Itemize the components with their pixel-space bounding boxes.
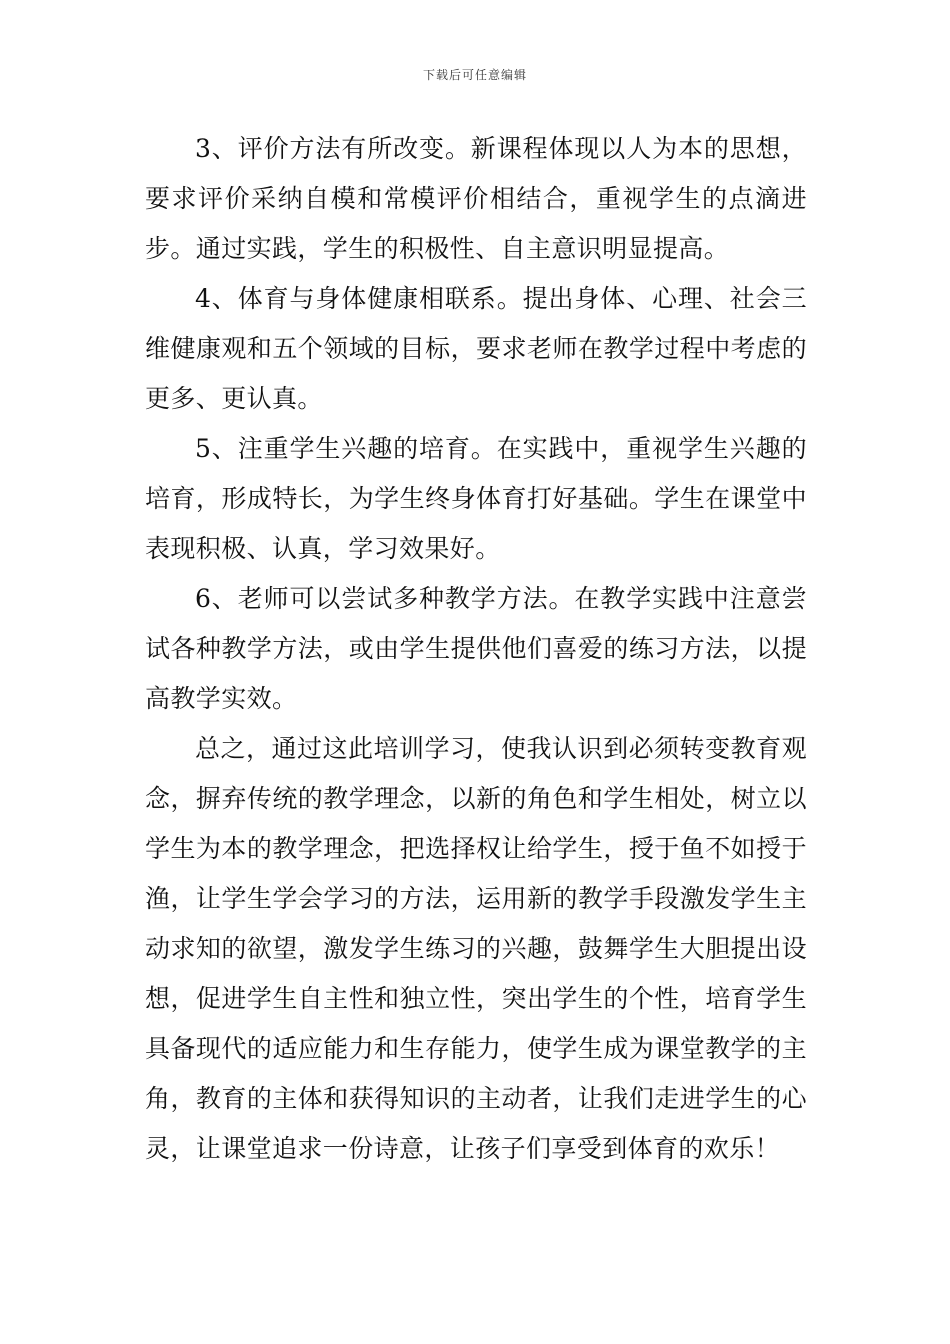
paragraph-interest-cultivation: 5、注重学生兴趣的培育。在实践中，重视学生兴趣的培育，形成特长，为学生终身体育打好基础。学生在课堂中表现积极、认真，学习效果好。 (145, 434, 807, 563)
paragraph-evaluation-method: 3、评价方法有所改变。新课程体现以人为本的思想，要求评价采纳自模和常模评价相结合，重视学生的点滴进步。通过实践，学生的积极性、自主意识明显提高。 (145, 134, 807, 263)
document-body (145, 124, 807, 1174)
paragraph-health-connection: 4、体育与身体健康相联系。提出身体、心理、社会三维健康观和五个领域的目标，要求老师在教学过程中考虑的更多、更认真。 (145, 284, 807, 413)
paragraph-conclusion: 总之，通过这此培训学习，使我认识到必须转变教育观念，摒弃传统的教学理念，以新的角色和学生相处，树立以学生为本的教学理念，把选择权让给学生，授于鱼不如授于渔，让学生学会学习的方法，运用新的教学手段激发学生主动求知的欲望，激发学生练习的兴趣，鼓舞学生大胆提出设想，促进学生自主性和独立性，突出学生的个性，培育学生具备现代的适应能力和生存能力，使学生成为课堂教学的主角，教育的主体和获得知识的主动者，让我们走进学生的心灵，让课堂追求一份诗意，让孩子们享受到体育的欢乐！ (145, 734, 807, 1163)
paragraph-teaching-methods: 6、老师可以尝试多种教学方法。在教学实践中注意尝试各种教学方法，或由学生提供他们喜爱的练习方法，以提高教学实效。 (145, 584, 807, 713)
page-header: 下载后可任意编辑 (422, 68, 527, 82)
